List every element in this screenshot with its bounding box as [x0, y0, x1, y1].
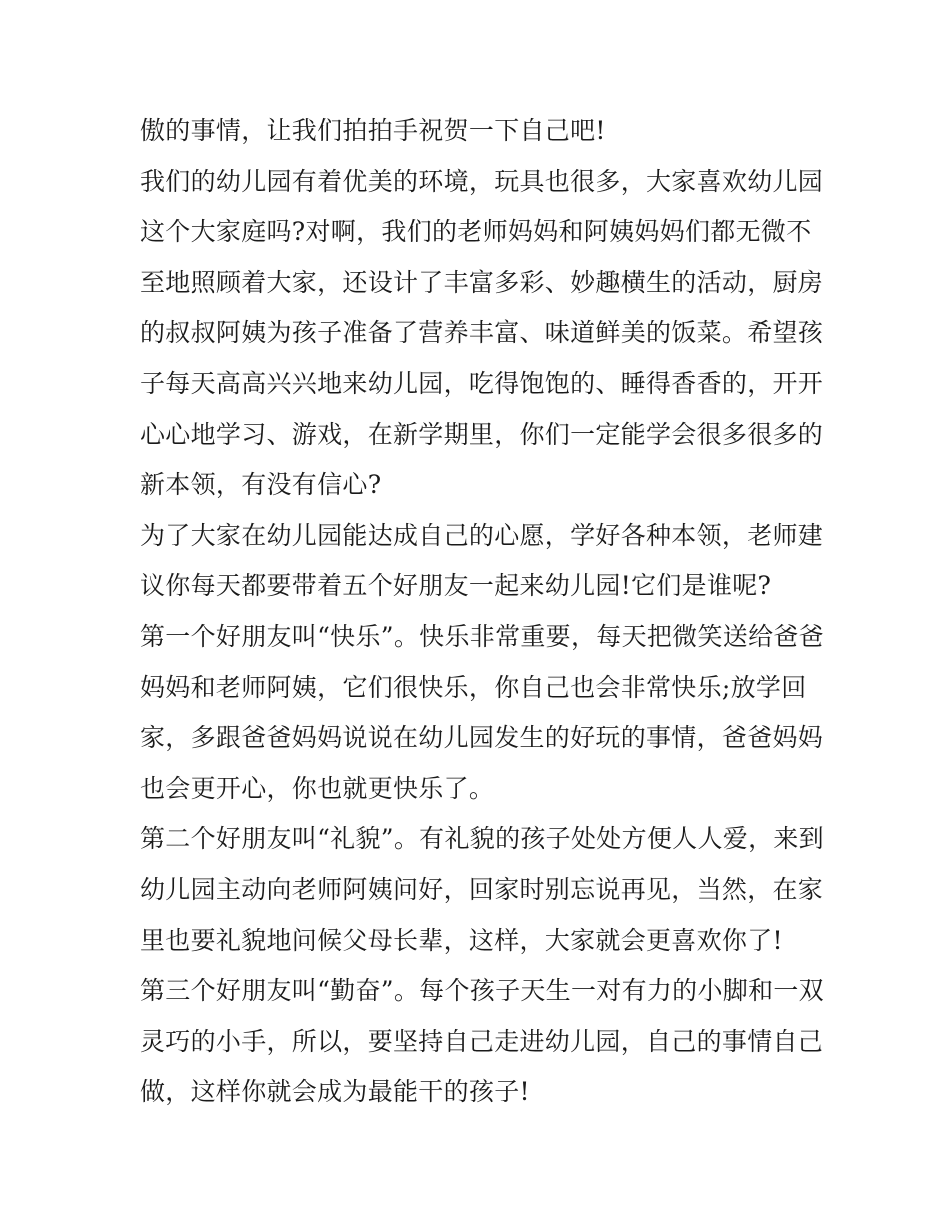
- text-line: 这个大家庭吗?对啊，我们的老师妈妈和阿姨妈妈们都无微不: [140, 217, 812, 247]
- text-line: 也会更开心，你也就更快乐了。: [140, 773, 495, 803]
- text-line: 第一个好朋友叫“快乐”。快乐非常重要，每天把微笑送给爸爸: [140, 621, 824, 651]
- text-line: 家，多跟爸爸妈妈说说在幼儿园发生的好玩的事情，爸爸妈妈: [140, 723, 824, 753]
- text-line: 第三个好朋友叫“勤奋”。每个孩子天生一对有力的小脚和一双: [140, 976, 824, 1006]
- text-line: 灵巧的小手，所以，要坚持自己走进幼儿园，自己的事情自己: [140, 1026, 824, 1056]
- text-line: 第二个好朋友叫“礼貌”。有礼貌的孩子处处方便人人爱，来到: [140, 824, 824, 854]
- text-line: 我们的幼儿园有着优美的环境，玩具也很多，大家喜欢幼儿园: [140, 166, 824, 196]
- text-line: 里也要礼貌地问候父母长辈，这样，大家就会更喜欢你了!: [140, 925, 783, 955]
- text-line: 幼儿园主动向老师阿姨问好，回家时别忘说再见，当然，在家: [140, 874, 824, 904]
- text-line: 至地照顾着大家，还设计了丰富多彩、妙趣横生的活动，厨房: [140, 267, 824, 297]
- text-line: 的叔叔阿姨为孩子准备了营养丰富、味道鲜美的饭菜。希望孩: [140, 318, 824, 348]
- text-line: 妈妈和老师阿姨，它们很快乐，你自己也会非常快乐;放学回: [140, 672, 807, 702]
- text-line: 议你每天都要带着五个好朋友一起来幼儿园!它们是谁呢?: [140, 571, 772, 601]
- text-line: 新本领，有没有信心?: [140, 470, 382, 500]
- text-line: 心心地学习、游戏，在新学期里，你们一定能学会很多很多的: [140, 419, 824, 449]
- document-body: [140, 106, 824, 1118]
- text-line: 子每天高高兴兴地来幼儿园，吃得饱饱的、睡得香香的，开开: [140, 368, 824, 398]
- text-line: 傲的事情，让我们拍拍手祝贺一下自己吧!: [140, 116, 606, 145]
- text-line: 做，这样你就会成为最能干的孩子!: [140, 1077, 530, 1107]
- text-line: 为了大家在幼儿园能达成自己的心愿，学好各种本领，老师建: [140, 520, 824, 550]
